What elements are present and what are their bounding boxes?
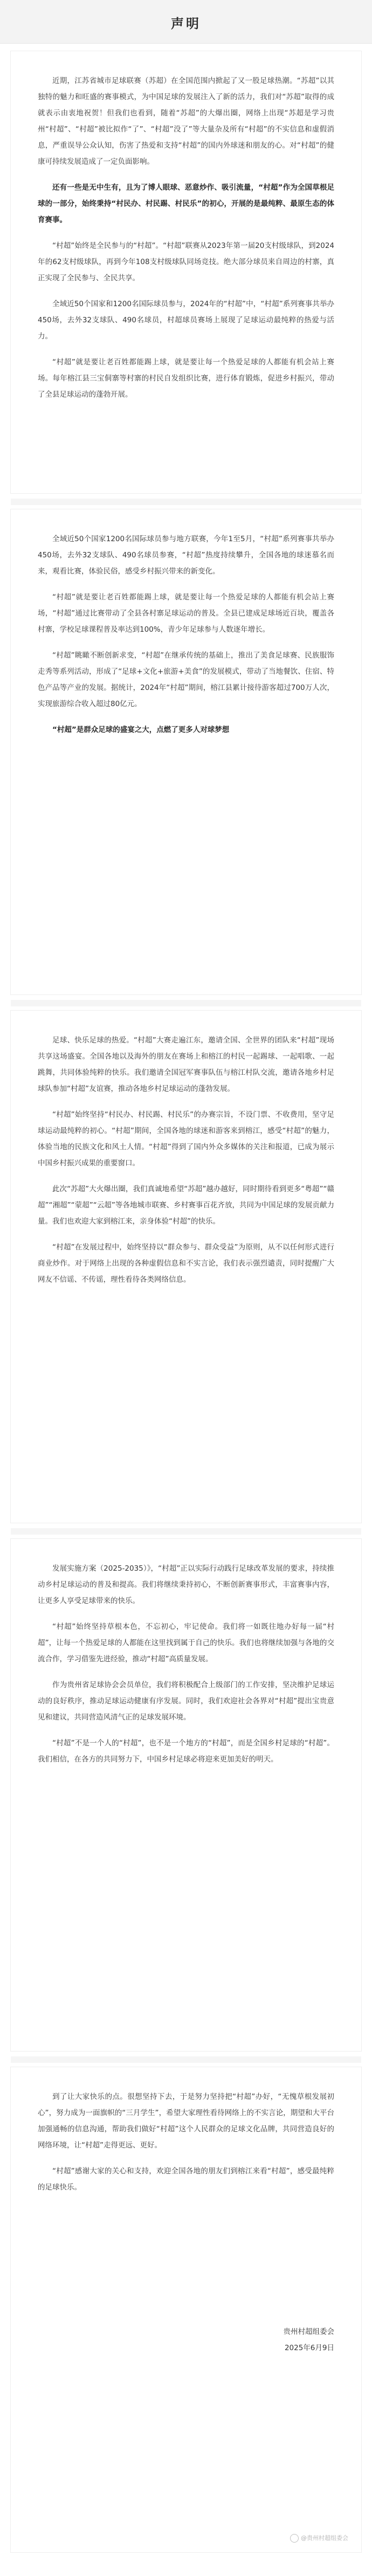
paragraph: “村超”眺瞰不断创新求变，“村超”在继承传统的基础上，推出了美食足球赛、民族服饰走秀等系列活动，形成了“足球+文化+旅游+美食”的发展模式，带动了当地餐饮、住宿、特色产品等产业的发展。据统计，2024年“村超”期间，榕江县累计接待游客超过700万人次，实现旅游综合收入超过80亿元。: [38, 651, 334, 708]
document-sheet-3: [11, 1011, 361, 1523]
paragraph: 发展实施方案（2025-2035）》，“村超”正以实际行动践行足球改革发展的要求，持续推动乡村足球运动的普及和提高。我们将继续秉持初心，不断创新赛事形式，丰富赛事内容，让更多人享受足球带来的快乐。: [38, 1564, 334, 1605]
signature-date: 2025年6月9日: [284, 2344, 334, 2352]
paragraph: 此次“苏超”大火爆出圈，我们真诚地希望“苏超”越办越好，同时期待看到更多“粤超”“赣超”“湘超”“蒙超”“云超”等各地城市联赛、乡村赛事百花齐放，共同为中国足球的发展贡献力量。我们也欢迎大家到榕江来，亲身体验“村超”的快乐。: [38, 1185, 334, 1226]
paragraph: “村超”始终坚持草根本色，不忘初心，牢记使命。我们将一如既往地办好每一届“村超”，让每一个热爱足球的人都能在这里找到属于自己的快乐。我们也将继续加强与各地的交流合作，学习借鉴先进经验，推动“村超”高质量发展。: [38, 1622, 334, 1663]
paragraph: 作为贵州省足球协会会员单位，我们将积极配合上级部门的工作安排，坚决维护足球运动的良好秩序，推动足球运动健康有序发展。同时，我们欢迎社会各界对“村超”提出宝贵意见和建议，共同营造风清气正的足球发展环境。: [38, 1681, 334, 1722]
document-sheet-2: [11, 509, 361, 995]
paragraph: “村超”始终坚持“村民办、村民踢、村民乐”的办赛宗旨，不设门票、不收费用，坚守足球运动最纯粹的初心。“村超”期间，全国各地的球迷和游客来到榕江，感受“村超”的魅力，体验当地的民族文化和风土人情。“村超”得到了国内外众多媒体的关注和报道，已成为展示中国乡村振兴成果的重要窗口。: [38, 1110, 334, 1168]
paragraph-bold: 还有一些是无中生有，且为了博人眼球、恶意炒作、吸引流量，“村超”作为全国草根足球的一部分，始终秉持“村民办、村民踢、村民乐”的初心，开展的是最纯粹、最原生态的体育赛事。: [38, 183, 334, 224]
watermark-text: @贵州村超组委会: [301, 2534, 348, 2542]
weibo-icon: [290, 2534, 299, 2543]
paragraph: “村超”感谢大家的关心和支持，欢迎全国各地的朋友们到榕江来看“村超”，感受最纯粹的足球快乐。: [38, 2167, 334, 2192]
paragraph: 全域近50个国家和1200名国际球员参与，2024年的“村超”中，“村超”系列赛事共举办450场，去外32支球队、490名球员，村超球员赛场上展现了足球运动最纯粹的热爱与活力。: [38, 300, 334, 341]
paragraph: “村超”就是要让老百姓都能踢上球，就是要让每一个热爱足球的人都能有机会站上赛场，“村超”通过比赛带动了全县各村寨足球运动的普及。全县已建成足球场近百块，覆盖各村寨，学校足球课程普及率达到100%，青少年足球参与人数逐年增长。: [38, 593, 334, 634]
document-sheet-1: [11, 51, 361, 493]
paragraph-bold: “村超”是群众足球的盛宴之大，点燃了更多人对球梦想: [52, 726, 230, 734]
paragraph: “村超”不是一个人的“村超”，也不是一个地方的“村超”，而是全国乡村足球的“村超”。我们相信，在各方的共同努力下，中国乡村足球必将迎来更加美好的明天。: [38, 1739, 334, 1764]
paragraph: 近期，江苏省城市足球联赛（苏超）在全国范围内掀起了又一股足球热潮。“苏超”以其独特的魅力和旺盛的赛事模式，为中国足球的发展注入了新的活力，我们对“苏超”取得的成就表示由衷地祝贺！但我们也看到，随着“苏超”的大爆出圈，网络上出现“苏超是学习贵州“村超”、“村超”被比拟作“了”、“村超”没了”等大量杂及所有“村超”的不实信息和虚假消息，严重误导公众认知，伤害了热爱和支持“村超”的国内外球迷和朋友的心。对“村超”的健康可持续发展造成了一定负面影响。: [38, 77, 334, 166]
sheet-divider: [11, 2056, 361, 2063]
paragraph: 足球、快乐足球的热爱。“村超”大赛走遍江东，邀请全国、全世界的团队来“村超”现场共享这场盛宴。全国各地以及海外的朋友在赛场上和榕江的村民一起踢球、一起唱歌、一起跳舞，共同体验纯粹的快乐。我们邀请全国冠军赛事队伍与榕江村队交流，邀请各地乡村足球队参加“村超”友谊赛，推动各地乡村足球运动的蓬勃发展。: [38, 1036, 334, 1093]
paragraph: 到了让大家快乐的点。很想坚持下去，于是努力坚持把“村超”办好，“无愧草根发展初心”，努力成为一面旗帜的“三月学生”，希望大家理性看待网络上的不实言论，期望和大平台加强通畅的信息沟通，帮助我们做好“村超”这个人民群众的足球文化品牌，共同营造良好的网络环境，让“村超”走得更远、更好。: [38, 2092, 334, 2150]
watermark: [290, 2533, 348, 2543]
title-bar: [0, 0, 372, 44]
signature-org: 贵州村超组委会: [283, 2328, 334, 2336]
sheet-divider: [11, 499, 361, 505]
page-title: 声明: [171, 16, 201, 31]
document-sheet-4: [11, 1539, 361, 2051]
paragraph: “村超”在发展过程中，始终坚持以“群众参与、群众受益”为原则，从不以任何形式进行商业炒作。对于网络上出现的各种虚假信息和不实言论，我们表示强烈谴责，同时提醒广大网友不信谣、不传谣，理性看待各类网络信息。: [38, 1243, 334, 1284]
paragraph: “村超”就是要让老百姓都能踢上球，就是要让每一个热爱足球的人都能有机会站上赛场。每年榕江县三宝侗寨等村寨的村民自发组织比赛，进行体育锻炼，促进乡村振兴，带动了全县足球运动的蓬勃开展。: [38, 358, 334, 399]
sheet-divider: [11, 1528, 361, 1535]
paragraph: 全域近50个国家1200名国际球员参与地方联赛，今年1至5月，“村超”系列赛事共举办450场，去外32支球队、490名球员参赛，“村超”热度持续攀升，全国各地的球迷慕名而来，观看比赛，体验民俗，感受乡村振兴带来的新变化。: [38, 535, 334, 576]
paragraph: “村超”始终是全民参与的“村超”。“村超”联赛从2023年第一届20支村级球队，到2024年的62支村级球队，再到今年108支村级球队同场竞技。绝大部分球员来自周边的村寨，真正实现了全民参与、全民共享。: [38, 241, 334, 282]
document-sheet-5: [11, 2067, 361, 2552]
sheet-divider: [11, 1000, 361, 1006]
